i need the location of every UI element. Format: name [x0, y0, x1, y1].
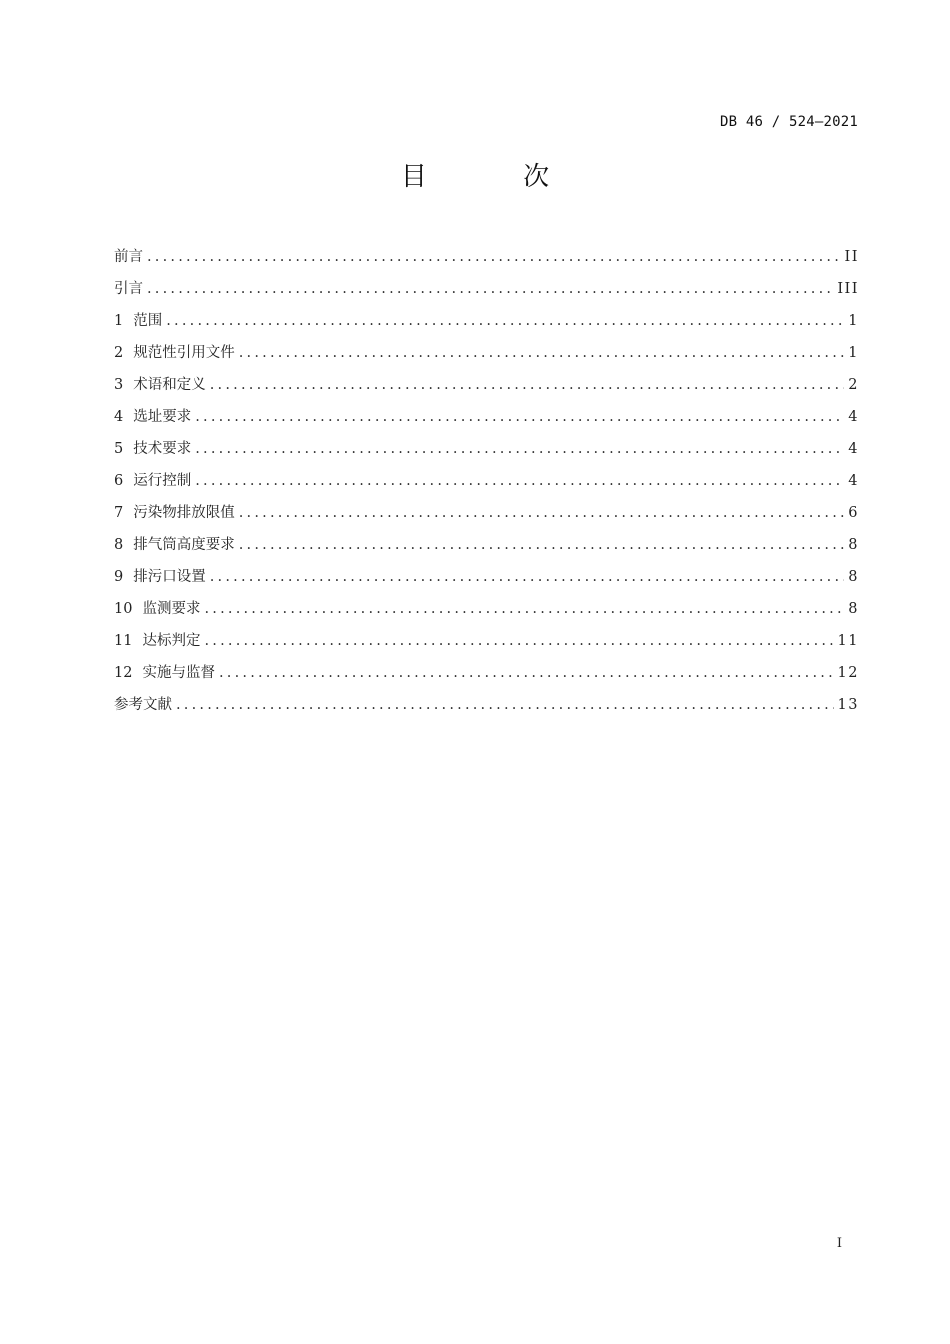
- toc-entry-label: 污染物排放限值: [133, 505, 235, 521]
- toc-leader-dots: [195, 467, 844, 495]
- toc-entry-number: 3: [114, 377, 124, 393]
- toc-entry-6[interactable]: [114, 467, 859, 499]
- toc-entry-number: 1: [114, 313, 124, 329]
- toc-entry-number: 2: [114, 345, 124, 361]
- toc-leader-dots: [239, 339, 845, 367]
- toc-entry-label: 引言: [114, 281, 143, 297]
- toc-leader-dots: [195, 403, 844, 431]
- toc-entry-page: 4: [848, 409, 859, 425]
- toc-entry-12[interactable]: [114, 659, 859, 691]
- toc-entry-label: 术语和定义: [133, 377, 206, 393]
- toc-entry-page: 1: [848, 313, 859, 329]
- toc-leader-dots: [204, 595, 844, 623]
- toc-entry-label: 参考文献: [114, 697, 172, 713]
- toc-entry-references[interactable]: [114, 691, 859, 723]
- toc-entry-4[interactable]: [114, 403, 859, 435]
- toc-entry-label: 达标判定: [142, 633, 201, 649]
- toc-leader-dots: [204, 627, 833, 655]
- toc-entry-label: 前言: [114, 249, 143, 265]
- toc-entry-1[interactable]: [114, 307, 859, 339]
- toc-entry-number: 8: [114, 537, 124, 553]
- toc-entry-5[interactable]: [114, 435, 859, 467]
- toc-entry-number: 9: [114, 569, 124, 585]
- page-number: I: [836, 1236, 842, 1251]
- toc-entry-label: 运行控制: [133, 473, 192, 489]
- toc-entry-11[interactable]: [114, 627, 859, 659]
- toc-leader-dots: [176, 691, 834, 719]
- toc-entry-9[interactable]: [114, 563, 859, 595]
- toc-entry-number: 6: [114, 473, 124, 489]
- toc-entry-page: 2: [848, 377, 859, 393]
- toc-leader-dots: [195, 435, 844, 463]
- standard-code: DB 46 / 524—2021: [719, 114, 858, 130]
- toc-entry-number: 4: [114, 409, 124, 425]
- toc-entry-page: 8: [848, 569, 859, 585]
- toc-entry-number: 7: [114, 505, 124, 521]
- page-title: 目 次: [400, 162, 594, 192]
- toc-entry-label: 技术要求: [133, 441, 192, 457]
- toc-entry-label: 监测要求: [142, 601, 201, 617]
- toc-leader-dots: [166, 307, 844, 335]
- toc-leader-dots: [239, 531, 845, 559]
- toc-leader-dots: [239, 499, 845, 527]
- toc-entry-page: 4: [848, 441, 859, 457]
- toc-entry-preface[interactable]: [114, 243, 859, 275]
- toc-entry-number: 10: [114, 601, 133, 617]
- toc-entry-page: 1: [848, 345, 859, 361]
- toc-entry-page: 11: [837, 633, 859, 649]
- toc-entry-introduction[interactable]: [114, 275, 859, 307]
- toc-entry-label: 规范性引用文件: [133, 345, 235, 361]
- toc-entry-3[interactable]: [114, 371, 859, 403]
- toc-entry-10[interactable]: [114, 595, 859, 627]
- toc-entry-page: 8: [848, 537, 859, 553]
- toc-entry-label: 范围: [133, 313, 163, 329]
- toc-leader-dots: [147, 243, 841, 271]
- toc-entry-page: II: [844, 249, 859, 265]
- toc-entry-label: 选址要求: [133, 409, 192, 425]
- toc-entry-number: 5: [114, 441, 124, 457]
- toc-leader-dots: [219, 659, 834, 687]
- toc-entry-page: 6: [848, 505, 859, 521]
- toc-leader-dots: [210, 563, 845, 591]
- toc-entry-label: 排污口设置: [133, 569, 206, 585]
- toc-entry-label: 排气筒高度要求: [133, 537, 235, 553]
- toc-entry-number: 11: [114, 633, 133, 649]
- toc-entry-page: 13: [837, 697, 859, 713]
- toc-entry-2[interactable]: [114, 339, 859, 371]
- toc-leader-dots: [210, 371, 845, 399]
- toc-entry-page: 8: [848, 601, 859, 617]
- toc-leader-dots: [147, 275, 833, 303]
- toc-entry-page: 4: [848, 473, 859, 489]
- toc-entry-label: 实施与监督: [142, 665, 215, 681]
- toc-entry-page: III: [837, 281, 859, 297]
- toc-entry-number: 12: [114, 665, 133, 681]
- toc-entry-8[interactable]: [114, 531, 859, 563]
- toc-entry-7[interactable]: [114, 499, 859, 531]
- toc-entry-page: 12: [837, 665, 859, 681]
- table-of-contents: [114, 243, 859, 723]
